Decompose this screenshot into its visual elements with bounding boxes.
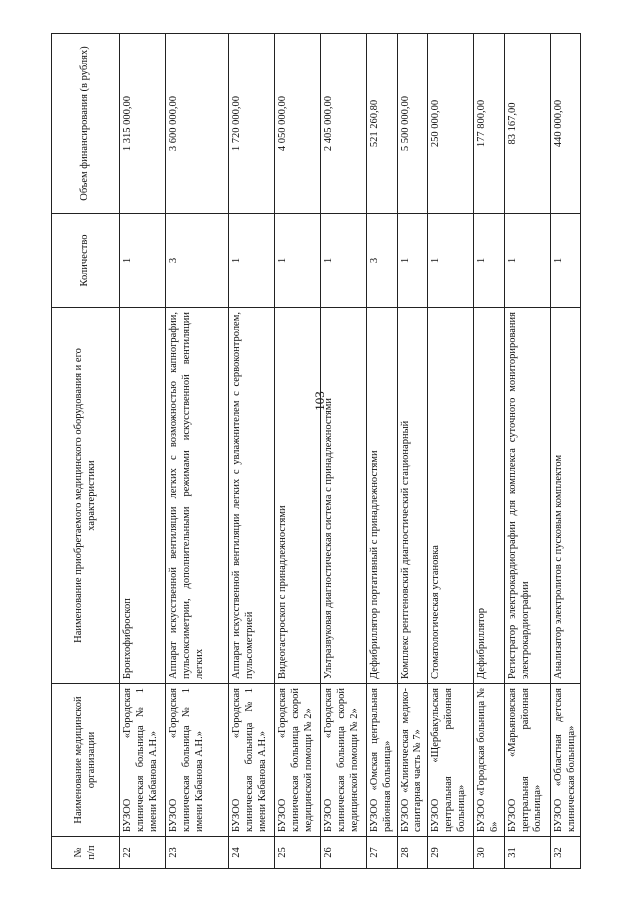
cell-quantity: 1	[120, 214, 166, 308]
table-container	[51, 34, 577, 869]
table-row	[166, 34, 229, 869]
cell-quantity: 1	[397, 214, 428, 308]
cell-quantity: 3	[166, 214, 229, 308]
cell-organization: БУЗОО «Городская клиническая больница № 1 имени Кабанова А.Н.»	[166, 684, 229, 837]
cell-quantity: 1	[428, 214, 474, 308]
cell-equipment: Анализатор электролитов с пусковым комплектом	[550, 308, 581, 684]
cell-quantity: 1	[474, 214, 505, 308]
cell-equipment: Ультразвуковая диагностическая система с принадлежностями	[321, 308, 367, 684]
table-row	[550, 34, 581, 869]
page-number: 103	[312, 391, 327, 411]
cell-amount: 1 720 000,00	[229, 34, 275, 214]
cell-equipment: Стоматологическая установка	[428, 308, 474, 684]
cell-equipment: Бронхофиброскоп	[120, 308, 166, 684]
cell-amount: 2 405 000,00	[321, 34, 367, 214]
cell-equipment: Регистратор электрокардиографии для комплекса суточного мониторирования электрокардиографии	[504, 308, 550, 684]
cell-amount: 521 260,80	[367, 34, 398, 214]
table-row	[428, 34, 474, 869]
cell-quantity: 1	[275, 214, 321, 308]
cell-quantity: 1	[229, 214, 275, 308]
cell-organization: БУЗОО «Клиническая медико-санитарная часть № 7»	[397, 684, 428, 837]
cell-amount: 250 000,00	[428, 34, 474, 214]
cell-quantity: 1	[504, 214, 550, 308]
cell-equipment: Дефибриллятор портативный с принадлежностями	[367, 308, 398, 684]
header-num: № п/п	[52, 837, 120, 869]
cell-quantity: 1	[550, 214, 581, 308]
cell-num: 25	[275, 837, 321, 869]
cell-organization: БУЗОО «Городская клиническая больница № 1 имени Кабанова А.Н.»	[120, 684, 166, 837]
cell-equipment: Комплекс рентгеновский диагностический стационарный	[397, 308, 428, 684]
cell-amount: 4 050 000,00	[275, 34, 321, 214]
cell-organization: БУЗОО «Омская центральная районная больница»	[367, 684, 398, 837]
table-row	[321, 34, 367, 869]
table-row	[120, 34, 166, 869]
table-row	[229, 34, 275, 869]
table-row	[367, 34, 398, 869]
rotated-table-wrapper	[51, 34, 577, 869]
table-row	[504, 34, 550, 869]
cell-num: 30	[474, 837, 505, 869]
cell-organization: БУЗОО «Марьяновская центральная районная больница»	[504, 684, 550, 837]
cell-quantity: 1	[321, 214, 367, 308]
header-quantity: Количество	[52, 214, 120, 308]
header-equipment: Наименование приобретаемого медицинского оборудования и его характеристики	[52, 308, 120, 684]
cell-equipment: Аппарат искусственной вентиляции легких с увлажнителем с сервоконтролем, пульсометрией	[229, 308, 275, 684]
cell-num: 29	[428, 837, 474, 869]
cell-organization: БУЗОО «Городская клиническая больница скорой медицинской помощи № 2»	[275, 684, 321, 837]
table-row	[275, 34, 321, 869]
cell-num: 22	[120, 837, 166, 869]
cell-num: 23	[166, 837, 229, 869]
table-body	[120, 34, 581, 869]
cell-num: 24	[229, 837, 275, 869]
cell-equipment: Дефибриллятор	[474, 308, 505, 684]
equipment-table	[51, 33, 581, 869]
cell-organization: БУЗОО «Щербакульская центральная районная больница»	[428, 684, 474, 837]
table-row	[397, 34, 428, 869]
cell-amount: 5 500 000,00	[397, 34, 428, 214]
cell-organization: БУЗОО «Областная детская клиническая больница»	[550, 684, 581, 837]
table-row	[474, 34, 505, 869]
cell-organization: БУЗОО «Городская клиническая больница №1 имени Кабанова А.Н.»	[229, 684, 275, 837]
header-amount: Объем финансирования (в рублях)	[52, 34, 120, 214]
cell-amount: 1 315 000,00	[120, 34, 166, 214]
cell-equipment: Аппарат искусственной вентиляции легких с возможностью капнографии, пульсоксиметрии, дополнительными режимами искусственной вентиляции легких	[166, 308, 229, 684]
cell-organization: БУЗОО «Городская больница № 6»	[474, 684, 505, 837]
cell-amount: 177 800,00	[474, 34, 505, 214]
cell-quantity: 3	[367, 214, 398, 308]
cell-num: 26	[321, 837, 367, 869]
cell-equipment: Видеогастроскоп с принадлежностями	[275, 308, 321, 684]
header-organization: Наименование медицинской организации	[52, 684, 120, 837]
table-header-row	[52, 34, 120, 869]
cell-amount: 3 600 000,00	[166, 34, 229, 214]
cell-amount: 440 000,00	[550, 34, 581, 214]
cell-num: 31	[504, 837, 550, 869]
cell-organization: БУЗОО «Городская клиническая больница скорой медицинской помощи № 2»	[321, 684, 367, 837]
cell-num: 32	[550, 837, 581, 869]
cell-num: 27	[367, 837, 398, 869]
cell-amount: 83 167,00	[504, 34, 550, 214]
cell-num: 28	[397, 837, 428, 869]
